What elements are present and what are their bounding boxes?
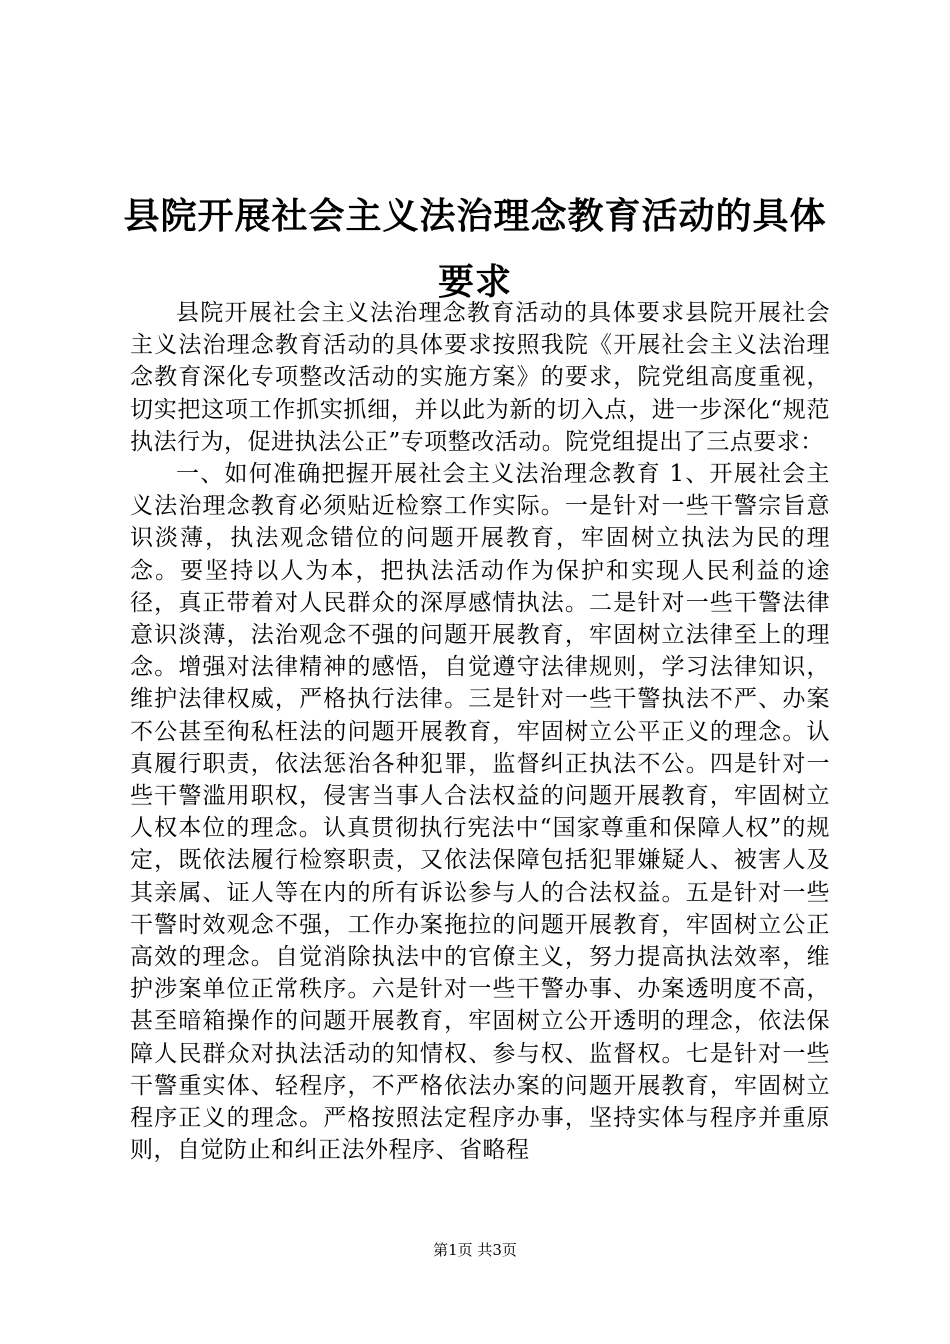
document-body (130, 297, 830, 1166)
document-title: 县院开展社会主义法治理念教育活动的具体要求 (123, 195, 827, 303)
paragraph-section-one: 一、如何准确把握开展社会主义法治理念教育 1、开展社会主义法治理念教育必须贴近检察工作实际。一是针对一些干警宗旨意识淡薄，执法观念错位的问题开展教育，牢固树立执法为民的理念。要坚持以人为本，把执法活动作为保护和实现人民利益的途径，真正带着对人民群众的深厚感情执法。二是针对一些干警法律意识淡薄，法治观念不强的问题开展教育，牢固树立法律至上的理念。增强对法律精神的感悟，自觉遵守法律规则，学习法律知识，维护法律权威，严格执行法律。三是针对一些干警执法不严、办案不公甚至徇私枉法的问题开展教育，牢固树立公平正义的理念。认真履行职责，依法惩治各种犯罪，监督纠正执法不公。四是针对一些干警滥用职权，侵害当事人合法权益的问题开展教育，牢固树立人权本位的理念。认真贯彻执行宪法中“国家尊重和保障人权”的规定，既依法履行检察职责，又依法保障包括犯罪嫌疑人、被害人及其亲属、证人等在内的所有诉讼参与人的合法权益。五是针对一些干警时效观念不强，工作办案拖拉的问题开展教育，牢固树立公正高效的理念。自觉消除执法中的官僚主义，努力提高执法效率，维护涉案单位正常秩序。六是针对一些干警办事、办案透明度不高，甚至暗箱操作的问题开展教育，牢固树立公开透明的理念，依法保障人民群众对执法活动的知情权、参与权、监督权。七是针对一些干警重实体、轻程序，不严格依法办案的问题开展教育，牢固树立程序正义的理念。严格按照法定程序办事，坚持实体与程序并重原则，自觉防止和纠正法外程序、省略程 (130, 461, 830, 1164)
paragraph-intro: 县院开展社会主义法治理念教育活动的具体要求县院开展社会主义法治理念教育活动的具体要求按照我院《开展社会主义法治理念教育深化专项整改活动的实施方案》的要求，院党组高度重视，切实把这项工作抓实抓细，并以此为新的切入点，进一步深化“规范执法行为，促进执法公正”专项整改活动。院党组提出了三点要求： (130, 300, 830, 455)
page-footer: 第1页 共3页 (433, 1241, 517, 1259)
